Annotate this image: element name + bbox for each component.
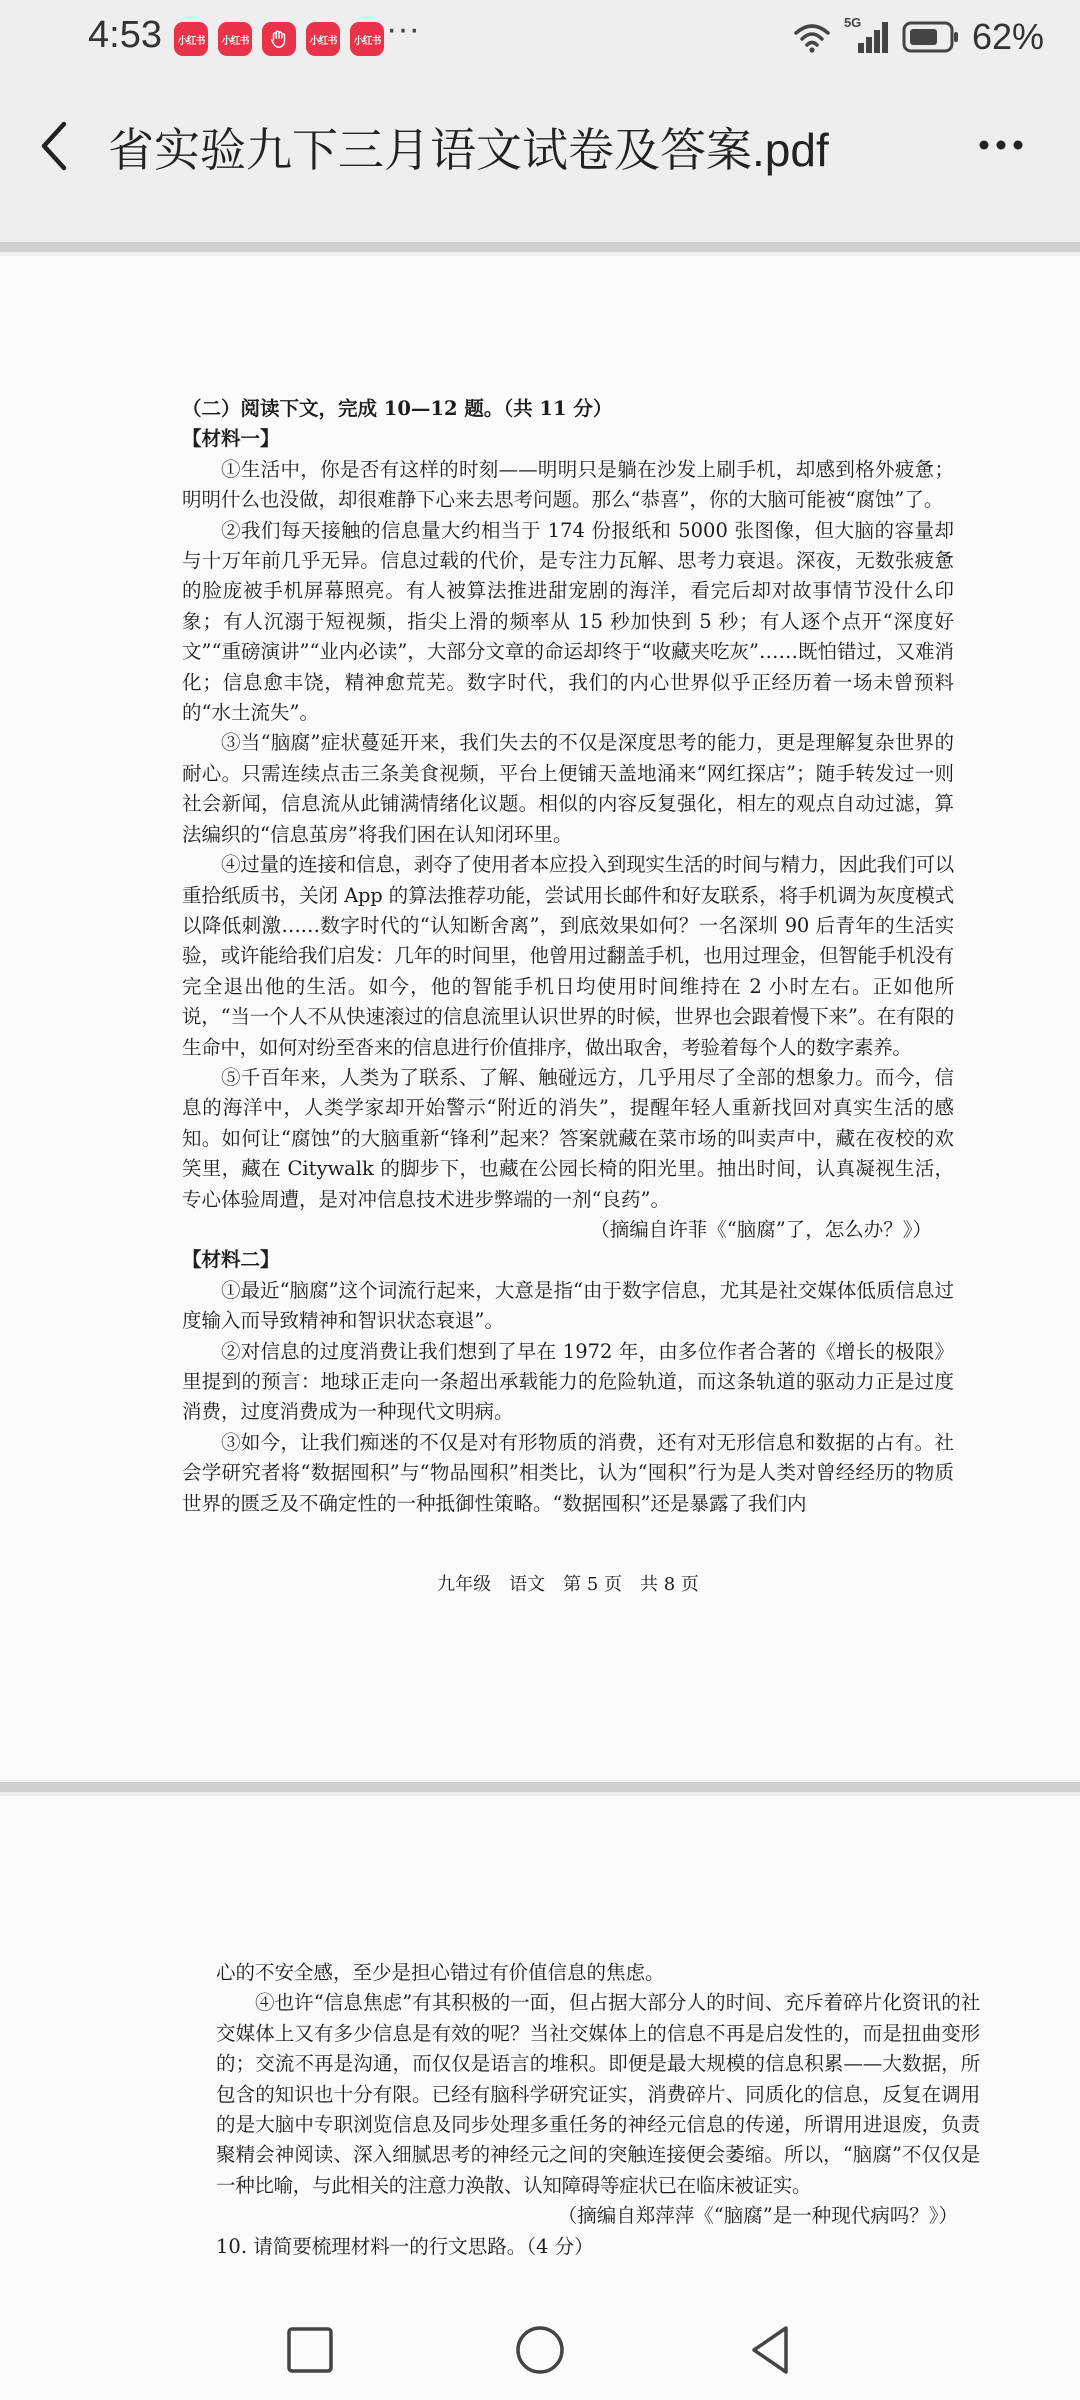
source-citation: （摘编自许菲《“脑腐”了，怎么办？》）: [590, 1217, 932, 1241]
paragraph: ②对信息的过度消费让我们想到了早在 1972 年，由多位作者合著的《增长的极限》里提到的预言：地球正走向一条超出承载能力的危险轨道，而这条轨道的驱动力正是过度消费，过度消费成为一种现代文明病。: [182, 1339, 954, 1424]
xiaohongshu-notification-icon: 小红书: [306, 22, 340, 56]
page-footer: 九年级 语文 第 5 页 共 8 页: [437, 1574, 699, 1595]
circle-icon: [510, 2320, 570, 2380]
paragraph: ④也许“信息焦虑”有其积极的一面，但占据大部分人的时间、充斥着碎片化资讯的社交媒体上又有多少信息是有效的呢？当社交媒体上的信息不再是启发性的，而是扭曲变形的；交流不再是沟通，而仅仅是语言的堆积。即便是最大规模的信息积累——大数据，所包含的知识也十分有限。已经有脑科学研究证实，消费碎片、同质化的信息，反复在调用的是大脑中专职浏览信息及同步处理多重任务的神经元信息的传递，所谓用进退废，负责聚精会神阅读、深入细腻思考的神经元之间的突触连接便会萎缩。所以，“脑腐”不仅仅是一种比喻，与此相关的注意力涣散、认知障碍等症状已在临床被证实。: [216, 1991, 980, 2197]
paragraph: ①最近“脑腐”这个词流行起来，大意是指“由于数字信息，尤其是社交媒体低质信息过度输入而导致精神和智识状态衰退”。: [182, 1278, 954, 1333]
page-divider: [0, 1782, 1080, 1792]
xiaohongshu-notification-icon: 小红书: [174, 22, 208, 56]
more-notifications-icon: ···: [386, 10, 420, 48]
notification-icons: [174, 22, 384, 56]
paragraph: 心的不安全感，至少是担心错过有价值信息的焦虑。: [216, 1961, 665, 1984]
home-button[interactable]: [510, 2320, 570, 2380]
square-icon: [280, 2320, 340, 2380]
cellular-signal-icon: 5G: [844, 19, 890, 55]
paragraph: ⑤千百年来，人类为了联系、了解、触碰远方，几乎用尽了全部的想象力。而今，信息的海洋中，人类学家却开始警示“附近的消失”，提醒年轻人重新找回对真实生活的感知。如何让“腐蚀”的大脑重新“锋利”起来？答案就藏在菜市场的叫卖声中，藏在夜校的欢笑里，藏在 Citywalk 的脚步下，也藏在公园长椅的阳光里。抽出时间，认真凝视生活，专心体验周遭，是对冲信息技术进步弊端的一剂“良药”。: [182, 1065, 954, 1211]
xiaohongshu-notification-icon: 小红书: [218, 22, 252, 56]
wifi-icon: [792, 21, 832, 53]
page-divider: [0, 242, 1080, 252]
hand-notification-icon: [262, 22, 296, 56]
page-text: [216, 1958, 980, 2262]
recents-button[interactable]: [280, 2320, 340, 2380]
battery-icon: [902, 20, 960, 54]
navigation-bar: [0, 2296, 1080, 2400]
back-nav-button[interactable]: [740, 2320, 800, 2380]
material-label: 【材料二】: [182, 1248, 280, 1272]
paragraph: ②我们每天接触的信息量大约相当于 174 份报纸和 5000 张图像，但大脑的容量却与十万年前几乎无异。信息过载的代价，是专注力瓦解、思考力衰退。深夜，无数张疲惫的脸庞被手机屏幕照亮。有人被算法推进甜宠剧的海洋，看完后却对故事情节没什么印象；有人沉溺于短视频，指尖上滑的频率从 15 秒加快到 5 秒；有人逐个点开“深度好文”“重磅演讲”“业内必读”，大部分文章的命运却终于“收藏夹吃灰”……既怕错过，又难消化；信息愈丰饶，精神愈荒芜。数字时代，我们的内心世界似乎正经历着一场未曾预料的“水土流失”。: [182, 518, 954, 725]
paragraph: ③当“脑腐”症状蔓延开来，我们失去的不仅是深度思考的能力，更是理解复杂世界的耐心。只需连续点击三条美食视频，平台上便铺天盖地涌来“网红探店”；随手转发过一则社会新闻，信息流从此铺满情绪化议题。相似的内容反复强化，相左的观点自动过滤，算法编织的“信息茧房”将我们困在认知闭环里。: [182, 731, 954, 846]
question: 10. 请简要梳理材料一的行文思路。（4 分）: [216, 2234, 594, 2258]
status-bar: [0, 0, 1080, 80]
clock: 4:53: [88, 14, 162, 56]
more-options-button[interactable]: [966, 120, 1036, 170]
app-bar: [0, 80, 1080, 204]
battery-percent: 62%: [971, 16, 1044, 57]
paragraph: ③如今，让我们痴迷的不仅是对有形物质的消费，还有对无形信息和数据的占有。社会学研究者将“数据囤积”与“物品囤积”相类比，认为“囤积”行为是人类对曾经经历的物质世界的匮乏及不确定性的一种抵御性策略。“数据囤积”还是暴露了我们内: [182, 1430, 954, 1515]
document-title: 省实验九下三月语文试卷及答案.pdf: [108, 124, 829, 176]
back-button[interactable]: [30, 116, 80, 176]
triangle-back-icon: [740, 2320, 800, 2380]
material-label: 【材料一】: [182, 427, 280, 451]
pdf-page[interactable]: [0, 256, 1080, 1780]
source-citation: （摘编自郑萍萍《“脑腐”是一种现代病吗？》）: [557, 2204, 958, 2228]
more-vertical-dots-icon: [966, 120, 1036, 170]
page-text: [182, 394, 954, 1519]
xiaohongshu-notification-icon: 小红书: [350, 22, 384, 56]
paragraph: ④过量的连接和信息，剥夺了使用者本应投入到现实生活的时间与精力，因此我们可以重拾纸质书，关闭 App 的算法推荐功能，尝试用长邮件和好友联系，将手机调为灰度模式以降低刺激……数字时代的“认知断舍离”，到底效果如何？一名深圳 90 后青年的生活实验，或许能给我们启发：几年的时间里，他曾用过翻盖手机，也用过理金，但智能手机没有完全退出他的生活。如今，他的智能手机日均使用时间维持在 2 小时左右。正如他所说，“当一个人不从快速滚过的信息流里认识世界的时候，世界也会跟着慢下来”。在有限的生命中，如何对纷至沓来的信息进行价值排序，做出取舍，考验着每个人的数字素养。: [182, 853, 954, 1059]
chevron-left-icon: [30, 116, 80, 176]
pdf-page[interactable]: [0, 1796, 1080, 2296]
paragraph: ①生活中，你是否有这样的时刻——明明只是躺在沙发上刷手机，却感到格外疲惫；明明什么也没做，却很难静下心来去思考问题。那么“恭喜”，你的大脑可能被“腐蚀”了。: [182, 457, 954, 512]
section-heading: （二）阅读下文，完成 10—12 题。（共 11 分）: [182, 397, 613, 420]
